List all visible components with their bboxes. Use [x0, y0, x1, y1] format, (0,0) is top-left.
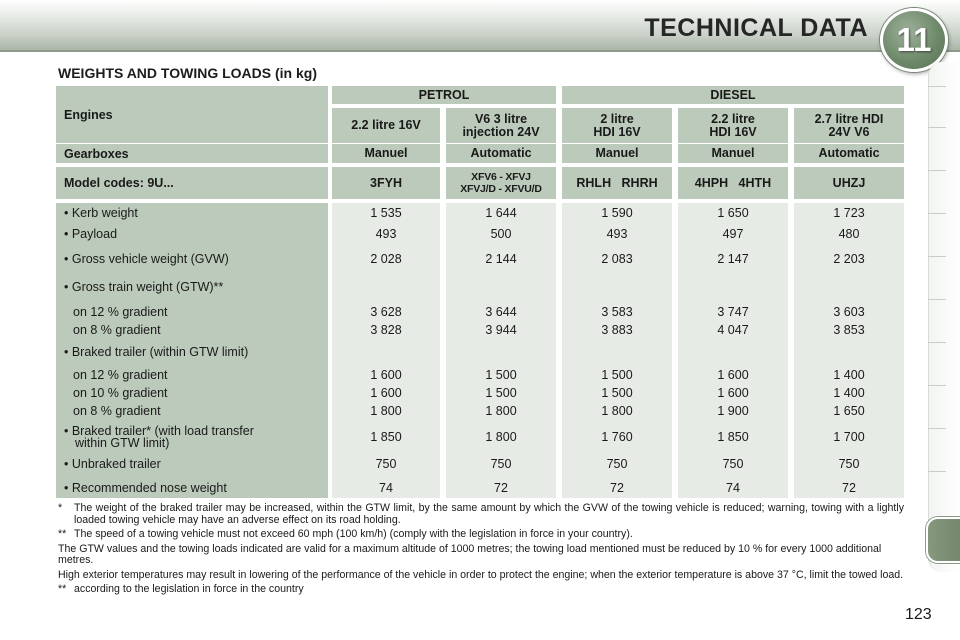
table-value-cell: 3 644 — [485, 305, 517, 319]
table-value-cell: 3 853 — [833, 323, 865, 337]
row-label: on 8 % gradient — [73, 404, 161, 418]
table-value-cell: 493 — [375, 227, 397, 241]
header-cell-line: 4HPH 4HTH — [694, 175, 772, 190]
table-value-cell: 1 650 — [833, 404, 865, 418]
side-tab-divider — [928, 256, 946, 257]
table-value-cell: 4 047 — [717, 323, 749, 337]
table-value-cell: 1 760 — [601, 430, 633, 444]
engine-header — [562, 108, 672, 143]
footnotes — [58, 503, 904, 599]
model-codes-label: Model codes: 9U... — [56, 167, 328, 199]
side-tab-divider — [928, 299, 946, 300]
row-label: • Payload — [64, 227, 118, 241]
table-value-cell: 1 900 — [717, 404, 749, 418]
footnote-text: The speed of a towing vehicle must not exceed 60 mph (100 km/h) (comply with the legislation in force in your country). — [74, 528, 633, 540]
side-tab-divider — [928, 342, 946, 343]
row-label: • Unbraked trailer — [64, 457, 161, 471]
header-cell-line: UHZJ — [832, 175, 866, 190]
header-cell-line: 2.2 litre — [711, 111, 755, 126]
table-value-cell: 1 500 — [601, 386, 633, 400]
table-value-cell: 1 600 — [717, 386, 749, 400]
footnote — [58, 544, 904, 567]
footnote-marker: ** — [58, 583, 67, 595]
table-value-cell: 1 500 — [601, 368, 633, 382]
table-value-cell: 74 — [379, 481, 393, 495]
table-value-cell: 3 883 — [601, 323, 633, 337]
table-value-cell: 750 — [490, 457, 512, 471]
values-column — [794, 203, 904, 498]
diesel-header: DIESEL — [562, 86, 904, 104]
side-tab-current-chapter[interactable] — [926, 517, 960, 563]
side-tab-divider — [928, 471, 946, 472]
values-column — [562, 203, 672, 498]
header-cell-line: 3FYH — [370, 175, 402, 190]
table-value-cell: 1 600 — [717, 368, 749, 382]
table-value-cell: 493 — [606, 227, 628, 241]
table-value-cell: 500 — [490, 227, 512, 241]
petrol-header: PETROL — [332, 86, 556, 104]
values-column — [678, 203, 788, 498]
model-code-cell — [446, 167, 556, 199]
gearboxes-label: Gearboxes — [56, 144, 328, 163]
table-value-cell: 2 028 — [370, 252, 402, 266]
engine-header — [678, 108, 788, 143]
model-code-cell — [562, 167, 672, 199]
row-label: on 10 % gradient — [73, 386, 168, 400]
row-label: • Braked trailer (within GTW limit) — [64, 345, 249, 359]
side-tab-strip — [928, 62, 960, 572]
table-value-cell: 1 500 — [485, 386, 517, 400]
gearbox-cell: Automatic — [446, 144, 556, 163]
table-value-cell: 1 800 — [370, 404, 402, 418]
table-value-cell: 1 723 — [833, 206, 865, 220]
footnote — [58, 529, 904, 541]
footnote-text: High exterior temperatures may result in lowering of the performance of the vehicle in order to protect the engine; when the exterior temperature is above 37 °C, limit the towed load. — [58, 568, 904, 581]
table-value-cell: 1 500 — [485, 368, 517, 382]
table-value-cell: 480 — [838, 227, 860, 241]
footnote-marker: * — [58, 502, 63, 514]
gearbox-cell: Manuel — [332, 144, 440, 163]
table-value-cell: 72 — [610, 481, 624, 495]
table-value-cell: 2 147 — [717, 252, 749, 266]
footnote-text: The weight of the braked trailer may be increased, within the GTW limit, by the same amount by which the GVW of the towing vehicle is reduced; warning, towing with a lightly loaded towing vehicle may have an adverse effect on its road holding. — [74, 502, 904, 526]
table-value-cell: 3 628 — [370, 305, 402, 319]
model-code-cell — [678, 167, 788, 199]
header-cell-line: 24V V6 — [828, 124, 870, 139]
table-value-cell: 74 — [726, 481, 740, 495]
row-label: on 8 % gradient — [73, 323, 161, 337]
gearbox-cell: Manuel — [678, 144, 788, 163]
side-tab-divider — [928, 428, 946, 429]
table-value-cell: 1 400 — [833, 386, 865, 400]
header-cell-line: 2.2 litre 16V — [351, 118, 421, 132]
row-label: • Braked trailer* (with load transfer — [64, 424, 254, 438]
table-value-cell: 750 — [722, 457, 744, 471]
table-value-cell: 2 083 — [601, 252, 633, 266]
table-value-cell: 3 828 — [370, 323, 402, 337]
table-value-cell: 1 850 — [370, 430, 402, 444]
gearbox-cell: Automatic — [794, 144, 904, 163]
table-value-cell: 1 600 — [370, 368, 402, 382]
page-number: 123 — [905, 606, 932, 623]
header-cell-line: XFVJ/D - XFVU/D — [460, 183, 542, 195]
values-column — [332, 203, 440, 498]
table-value-cell: 1 400 — [833, 368, 865, 382]
header-cell-line: 2.7 litre HDI — [814, 111, 884, 126]
footnote — [58, 503, 904, 526]
footnote — [58, 584, 904, 596]
chapter-badge: 11 — [880, 8, 948, 72]
side-tab-divider — [928, 170, 946, 171]
table-value-cell: 1 800 — [601, 404, 633, 418]
table-value-cell: 1 650 — [717, 206, 749, 220]
engine-header — [446, 108, 556, 143]
row-label: • Kerb weight — [64, 206, 138, 220]
header-cell-line: V6 3 litre — [474, 111, 528, 126]
table-value-cell: 3 603 — [833, 305, 865, 319]
header-cell-line: HDI 16V — [593, 124, 641, 139]
engine-header — [332, 108, 440, 143]
table-value-cell: 1 644 — [485, 206, 517, 220]
row-label: • Gross vehicle weight (GVW) — [64, 252, 229, 266]
table-value-cell: 2 144 — [485, 252, 517, 266]
header-cell-line: 2 litre — [600, 111, 634, 126]
table-value-cell: 750 — [838, 457, 860, 471]
header-banner — [0, 0, 960, 52]
table-value-cell: 1 600 — [370, 386, 402, 400]
table-value-cell: 497 — [722, 227, 744, 241]
table-value-cell: 1 850 — [717, 430, 749, 444]
side-tab-divider — [928, 127, 946, 128]
table-value-cell: 1 800 — [485, 430, 517, 444]
footnote-marker: ** — [58, 528, 67, 540]
table-value-cell: 1 590 — [601, 206, 633, 220]
row-label: on 12 % gradient — [73, 305, 168, 319]
footnote — [58, 570, 904, 582]
row-label: • Gross train weight (GTW)** — [64, 280, 224, 294]
table-value-cell: 3 583 — [601, 305, 633, 319]
row-label: • Recommended nose weight — [64, 481, 227, 495]
footnote-text: according to the legislation in force in the country — [74, 583, 304, 595]
model-code-cell — [794, 167, 904, 199]
table-value-cell: 72 — [494, 481, 508, 495]
table-value-cell: 1 535 — [370, 206, 402, 220]
page-title: TECHNICAL DATA — [644, 14, 868, 42]
table-value-cell: 3 747 — [717, 305, 749, 319]
model-code-cell — [332, 167, 440, 199]
header-cell-line: HDI 16V — [709, 124, 757, 139]
side-tab-divider — [928, 213, 946, 214]
section-title: WEIGHTS AND TOWING LOADS (in kg) — [58, 65, 317, 81]
table-value-cell: 1 800 — [485, 404, 517, 418]
table-value-cell: 2 203 — [833, 252, 865, 266]
side-tab-divider — [928, 86, 946, 87]
header-cell-line: injection 24V — [462, 124, 540, 139]
gearbox-cell: Manuel — [562, 144, 672, 163]
table-value-cell: 1 700 — [833, 430, 865, 444]
table-value-cell: 750 — [375, 457, 397, 471]
table-value-cell: 72 — [842, 481, 856, 495]
engines-label: Engines — [56, 86, 328, 143]
table-value-cell: 750 — [606, 457, 628, 471]
row-label: on 12 % gradient — [73, 368, 168, 382]
values-column — [446, 203, 556, 498]
row-label-continued: within GTW limit) — [75, 436, 170, 450]
table-value-cell: 3 944 — [485, 323, 517, 337]
engine-header — [794, 108, 904, 143]
header-cell-line: XFV6 - XFVJ — [471, 171, 531, 183]
header-cell-line: RHLH RHRH — [576, 175, 658, 190]
side-tab-divider — [928, 385, 946, 386]
footnote-text: The GTW values and the towing loads indicated are valid for a maximum altitude of 1000 metres; the towing load mentioned must be reduced by 10 % for every 1000 additional metres. — [58, 542, 882, 566]
